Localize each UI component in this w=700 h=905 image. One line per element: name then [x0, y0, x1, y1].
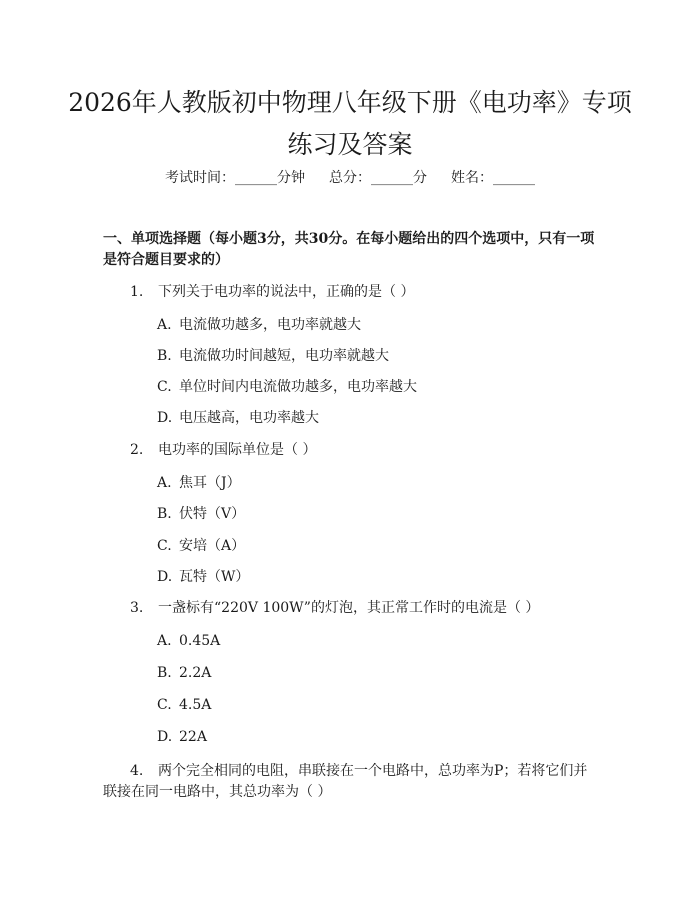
student-name-field: 姓名：______: [451, 170, 535, 186]
option-letter: D.: [157, 410, 173, 426]
question-4: [103, 761, 598, 803]
option-text: 伏特（V）: [179, 506, 246, 522]
option-1b: [157, 346, 389, 366]
option-letter: D.: [157, 729, 173, 745]
option-letter: C.: [157, 538, 172, 554]
question-text: 电功率的国际单位是（ ）: [158, 442, 317, 458]
option-1c: [157, 377, 417, 397]
question-text: 一盏标有“220V 100W”的灯泡，其正常工作时的电流是（ ）: [158, 600, 540, 616]
option-letter: A.: [157, 633, 172, 649]
section-heading: 一、单项选择题（每小题3分，共30分。在每小题给出的四个选项中，只有一项是符合题目要求的）: [103, 231, 595, 268]
exam-info-line: [0, 168, 700, 188]
option-2c: [157, 536, 245, 556]
option-letter: C.: [157, 379, 172, 395]
option-letter: A.: [157, 475, 172, 491]
option-text: 电流做功时间越短，电功率就越大: [179, 348, 389, 364]
option-3d: [157, 727, 207, 747]
document-title: 2026年人教版初中物理八年级下册《电功率》专项练习及答案: [68, 88, 632, 159]
option-text: 焦耳（J）: [179, 475, 241, 491]
option-letter: B.: [157, 665, 172, 681]
exam-time-field: 考试时间：______分钟: [165, 170, 305, 186]
question-number: 4.: [130, 763, 144, 779]
option-letter: C.: [157, 697, 172, 713]
option-letter: B.: [157, 348, 172, 364]
option-text: 0.45A: [179, 633, 221, 649]
option-text: 安培（A）: [179, 538, 246, 554]
option-3a: [157, 631, 220, 651]
option-text: 4.5A: [179, 697, 212, 713]
question-text: 两个完全相同的电阻，串联接在一个电路中，总功率为P；若将它们并联接在同一电路中，其总功率为（ ）: [103, 763, 588, 800]
option-2a: [157, 473, 241, 493]
option-text: 电压越高，电功率越大: [179, 410, 319, 426]
question-3: [130, 598, 539, 618]
question-1: [130, 282, 414, 302]
option-3b: [157, 663, 211, 683]
question-number: 1.: [130, 284, 144, 300]
option-text: 22A: [179, 729, 207, 745]
option-1a: [157, 315, 361, 335]
option-text: 2.2A: [179, 665, 212, 681]
option-2d: [157, 567, 249, 587]
option-3c: [157, 695, 211, 715]
option-1d: [157, 408, 319, 428]
option-letter: D.: [157, 569, 173, 585]
option-text: 电流做功越多，电功率就越大: [179, 317, 361, 333]
option-text: 瓦特（W）: [179, 569, 250, 585]
option-text: 单位时间内电流做功越多，电功率越大: [179, 379, 417, 395]
option-letter: B.: [157, 506, 172, 522]
option-letter: A.: [157, 317, 172, 333]
question-text: 下列关于电功率的说法中，正确的是（ ）: [158, 284, 415, 300]
question-2: [130, 440, 316, 460]
question-number: 3.: [130, 600, 144, 616]
option-2b: [157, 504, 245, 524]
question-number: 2.: [130, 442, 144, 458]
total-score-field: 总分：______分: [329, 170, 427, 186]
